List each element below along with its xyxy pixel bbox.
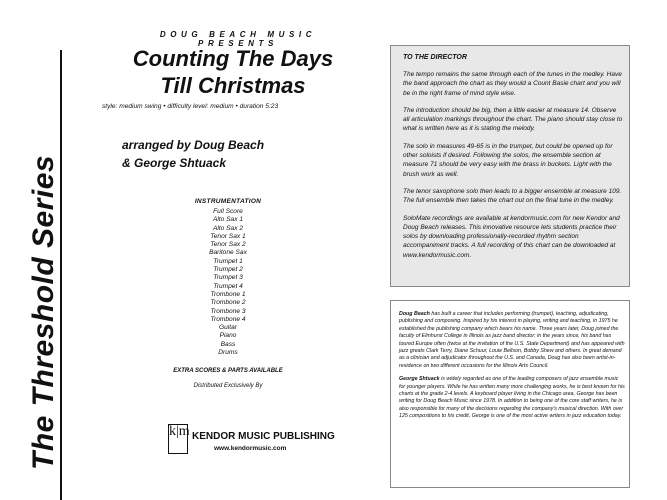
biographies xyxy=(399,311,625,427)
kendor-logo-name: KENDOR MUSIC PUBLISHING xyxy=(192,431,335,442)
biographies-box xyxy=(390,300,630,488)
instrument-item: Full Score xyxy=(213,208,243,215)
kendor-logo-mark: k|m xyxy=(168,424,188,454)
extra-scores-note: EXTRA SCORES & PARTS AVAILABLE xyxy=(173,368,283,374)
cover-left-column xyxy=(78,0,378,500)
series-title: The Threshold Series xyxy=(27,154,60,470)
director-paragraph: The solo in measures 49-65 is in the trumpet, but could be opened up for other soloists if desired. Following the solos, the ensemble section at measure 71 should be very easy with the brass in buckets. Light with the brush work as well. xyxy=(403,142,613,178)
bio-text: has built a career that includes performing (trumpet), teaching, adjudicating, publishing and composing. Inspired by his interest in playing, writing and teaching, in 1975 he established the publishing company which bears his name. Three years later, Doug joined the faculty of Elmhurst College in Illinois as jazz band director; in the years since, his band has toured Europe often (twice at the invitation of the U.S. State Department) and has appeared with jazz greats Clark Terry, Diane Schuur, Louie Bellson, Bobby Shew and others. In great demand as a clinician and adjudicator throughout the U.S. and Canada, Doug has also been artist-in-residence on two different occasions for the Illinois Arts Council. xyxy=(399,311,625,369)
instrument-item: Bass xyxy=(220,340,236,348)
instrument-item: Trombone 4 xyxy=(210,315,246,323)
arranger-credit xyxy=(122,136,382,172)
bio-name: George Shtuack xyxy=(399,376,440,383)
arranger-line-1: arranged by Doug Beach xyxy=(122,138,265,152)
director-heading: TO THE DIRECTOR xyxy=(403,54,467,61)
style-difficulty-line: style: medium swing • difficulty level: medium • duration 5:23 xyxy=(102,103,279,110)
arranger-line-2: & George Shtuack xyxy=(122,156,227,170)
bio-name: Doug Beach xyxy=(399,311,430,317)
instrument-item: Baritone Sax xyxy=(209,249,247,257)
kendor-logo xyxy=(168,424,368,464)
director-paragraph: SoloMate recordings are available at kendormusic.com for new Kendor and Doug Beach releases. This innovative resource lets students practice their solos by downloading professionally-recorded rhythm section accompaniment tracks. A full recording of this chart can be downloaded at www.kendormusic.com. xyxy=(403,214,620,259)
instrument-item: Trombone 1 xyxy=(210,290,246,298)
piece-title xyxy=(88,45,378,99)
instrument-item: Drums xyxy=(218,349,238,357)
instrument-item: Trombone 2 xyxy=(210,299,246,307)
director-paragraph: The introduction should be big, then a little easier at measure 14. Observe all articulation markings throughout the chart. The piano should stay close to what is written here as it is stating the melody. xyxy=(403,106,623,133)
instrument-item: Tenor Sax 1 xyxy=(210,232,246,240)
director-paragraph: The tenor saxophone solo then leads to a bigger ensemble at measure 109. The full ensemble then takes the chart out on the final tune in the medley. xyxy=(403,187,622,205)
title-line-1: Counting The Days xyxy=(132,46,334,71)
director-notes xyxy=(403,70,623,268)
bio-paragraph xyxy=(399,311,625,370)
instrument-item: Trumpet 1 xyxy=(213,257,243,265)
instrument-item: Alto Sax 1 xyxy=(212,216,244,224)
instrument-item: Trumpet 3 xyxy=(213,274,243,282)
bio-text: is widely regarded as one of the leading composers of jazz ensemble music for younger players. While he has written many more challenging works, he is best known for his charts at the grade 2-4 levels. A keyboard player living in the Chicago area, George has been writing for Doug Beach Music since 1978. In addition to being one of the core staff writers, he is also responsible for many of the decisions regarding the company's musical direction. With over 125 compositions to his credit, George is one of the most active writers in jazz education today. xyxy=(399,376,625,420)
instrument-item: Alto Sax 2 xyxy=(212,224,244,232)
instrumentation-heading: INSTRUMENTATION xyxy=(194,198,262,205)
kendor-logo-url: www.kendormusic.com xyxy=(214,445,287,452)
instrument-item: Trumpet 4 xyxy=(213,282,243,290)
director-notes-panel xyxy=(390,45,630,287)
instrument-item: Trumpet 2 xyxy=(213,266,243,274)
bio-paragraph xyxy=(399,376,625,420)
instrument-item: Trombone 3 xyxy=(210,307,246,315)
title-line-2: Till Christmas xyxy=(160,73,306,98)
instrument-item: Tenor Sax 2 xyxy=(210,241,246,249)
director-paragraph: The tempo remains the same through each of the tunes in the medley. Have the band approach the chart as they would a Count Basie chart and you will be in the right frame of mind style wise. xyxy=(403,71,622,97)
instrumentation-list xyxy=(78,208,378,357)
instrument-item: Guitar xyxy=(219,324,237,332)
publisher-presents: DOUG BEACH MUSIC PRESENTS xyxy=(159,30,317,48)
distributed-by: Distributed Exclusively By xyxy=(193,383,263,389)
instrument-item: Piano xyxy=(219,332,237,340)
